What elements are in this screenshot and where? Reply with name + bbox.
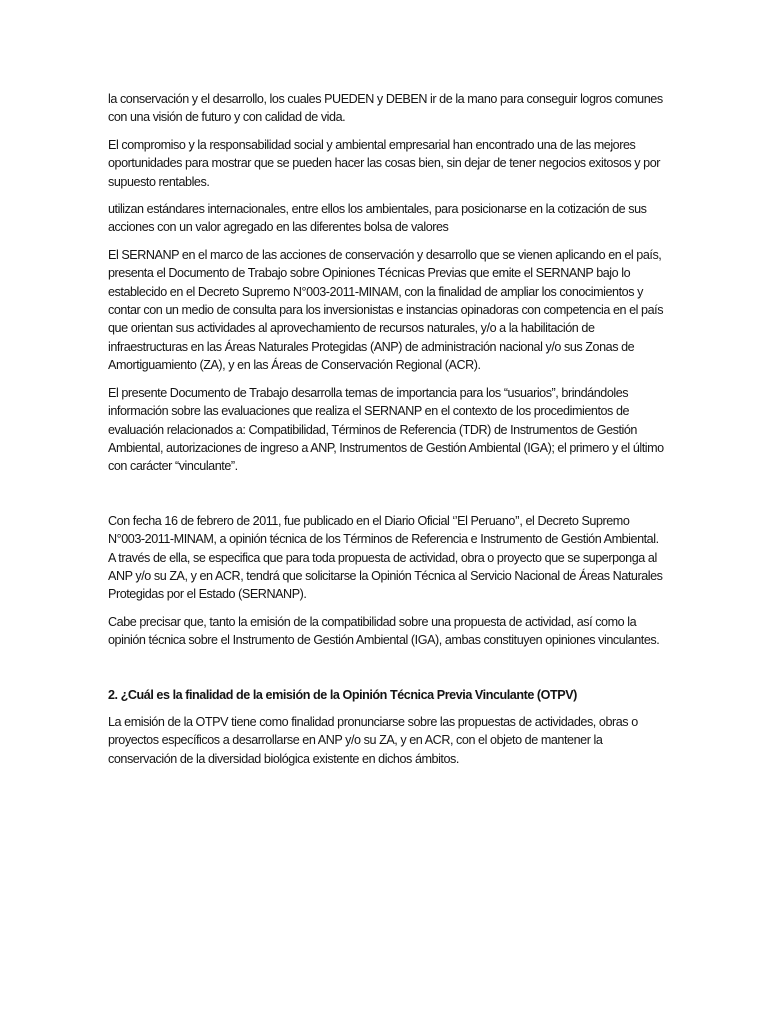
paragraph-standards: utilizan estándares internacionales, entre ellos los ambientales, para posicionarse en la cotización de sus acciones con un valor agregado en las diferentes bolsa de valores xyxy=(108,202,647,235)
document-page xyxy=(108,90,668,777)
paragraph-binding-opinions: Cabe precisar que, tanto la emisión de la compatibilidad sobre una propuesta de actividad, así como la opinión técnica sobre el Instrumento de Gestión Ambiental (IGA), ambas constituyen opiniones vinculantes. xyxy=(108,614,660,648)
section-heading-otpv: 2. ¿Cuál es la finalidad de la emisión de la Opinión Técnica Previa Vinculante (OTPV) xyxy=(108,687,577,702)
paragraph-working-document: El presente Documento de Trabajo desarrolla temas de importancia para los “usuarios”, brindándoles información sobre las evaluaciones que realiza el SERNANP en el contexto de los procedimientos de evaluación relacionados a: Compatibilidad, Términos de Referencia (TDR) de Instrumentos de Gestión Ambiental, autorizaciones de ingreso a ANP, Instrumentos de Gestión Ambiental (IGA); el primero y el último con carácter “vinculante”. xyxy=(108,385,664,474)
paragraph-conservation: la conservación y el desarrollo, los cuales PUEDEN y DEBEN ir de la mano para conseguir logros comunes con una visión de futuro y con calidad de vida. xyxy=(108,92,663,125)
spacer xyxy=(108,485,668,512)
paragraph-otpv-purpose: La emisión de la OTPV tiene como finalidad pronunciarse sobre las propuestas de actividades, obras o proyectos específicos a desarrollarse en ANP y/o su ZA, y en ACR, con el objeto de mantener la conservación de la diversidad biológica existente en dichos ámbitos. xyxy=(108,714,638,766)
paragraph-sernanp: El SERNANP en el marco de las acciones de conservación y desarrollo que se vienen aplicando en el país, presenta el Documento de Trabajo sobre Opiniones Técnicas Previas que emite el SERNANP bajo lo establecido en el Decreto Supremo N°003-2011-MINAM, con la finalidad de ampliar los conocimientos y contar con un medio de consulta para los inversionistas e instancias opinadoras con competencia en el país que orientan sus actividades al aprovechamiento de recursos naturales, y/o a la habilitación de infraestructuras en las Áreas Naturales Protegidas (ANP) de administración nacional y/o sus Zonas de Amortiguamiento (ZA), y en las Áreas de Conservación Regional (ACR). xyxy=(108,247,664,373)
spacer xyxy=(108,659,668,686)
paragraph-commitment: El compromiso y la responsabilidad social y ambiental empresarial han encontrado una de las mejores oportunidades para mostrar que se pueden hacer las cosas bien, sin dejar de tener negocios exitosos y por supuesto rentables. xyxy=(108,137,661,189)
paragraph-decree: Con fecha 16 de febrero de 2011, fue publicado en el Diario Oficial ‘’El Peruano’’, el Decreto Supremo N°003-2011-MINAM, a opinión técnica de los Términos de Referencia e Instrumento de Gestión Ambiental. A través de ella, se especifica que para toda propuesta de actividad, obra o proyecto que se superponga al ANP y/o su ZA, y en ACR, tendrá que solicitarse la Opinión Técnica al Servicio Nacional de Áreas Naturales Protegidas por el Estado (SERNANP). xyxy=(108,513,663,602)
